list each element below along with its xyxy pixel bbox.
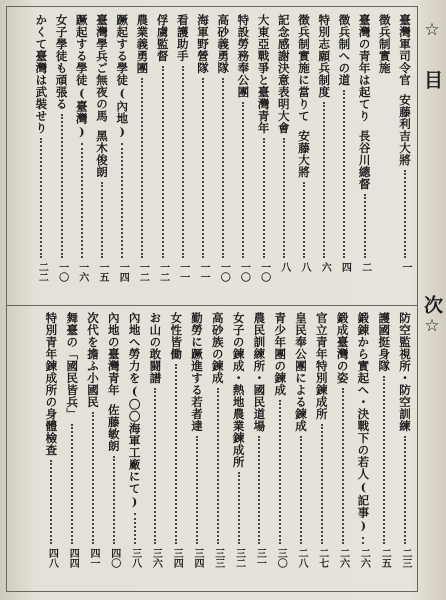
toc-entry-title: お山の敢闘譜 (148, 312, 163, 384)
toc-entry-page-number: 一〇 (258, 262, 270, 282)
toc-entry-title: 防空監視所・防空訓練 (398, 312, 412, 432)
toc-entry-page-number: 八 (299, 262, 310, 272)
toc-entry-page-number: 四八 (46, 548, 58, 568)
leader-dots (175, 364, 189, 544)
leader-dots (121, 143, 135, 258)
star-icon: ☆ (422, 316, 442, 336)
leader-dots (404, 436, 418, 544)
toc-entry[interactable] (95, 14, 109, 178)
leader-dots (383, 376, 397, 544)
leader-dots (283, 138, 297, 258)
toc-entry[interactable] (86, 312, 100, 408)
toc-entry-title: 海軍野營隊 (196, 14, 210, 74)
toc-entry-title: 徴兵制への道 (337, 14, 352, 86)
toc-entry-page-number: 三四 (192, 548, 203, 568)
toc-entry-page-number: 二 (359, 262, 371, 272)
toc-entry[interactable] (377, 312, 391, 372)
toc-entry[interactable] (356, 312, 370, 533)
toc-entry[interactable] (236, 14, 250, 98)
toc-entry[interactable] (65, 312, 79, 420)
leader-dots (263, 138, 277, 258)
toc-entry-page-number: 二六 (358, 548, 370, 568)
toc-entry-page-number: 一一 (177, 262, 189, 282)
toc-entry-page-number: 三六 (150, 548, 162, 568)
toc-entry[interactable] (128, 312, 142, 509)
toc-entry-title: 女子の鍊成・熱地農業鍊成所 (231, 312, 246, 468)
toc-entry-page-number: 一四 (117, 262, 129, 282)
toc-entry[interactable] (196, 14, 210, 74)
toc-entry-title: 官立青年特別鍊成所 (314, 312, 329, 420)
toc-entry[interactable] (337, 14, 351, 86)
toc-entry-title: 特別青年鍊成所の身體檢査 (44, 312, 59, 456)
toc-entry-page-number: 四 (339, 262, 351, 272)
toc-entry[interactable] (148, 312, 162, 384)
toc-entry-page-number: 八 (278, 262, 290, 272)
toc-entry[interactable] (257, 14, 271, 134)
leader-dots (141, 78, 155, 258)
toc-entry-title: 農民訓練所・國民道場 (252, 312, 267, 432)
leader-dots (364, 194, 378, 258)
leader-dots (113, 456, 127, 544)
toc-entry[interactable] (216, 14, 230, 74)
leader-dots (222, 78, 236, 258)
toc-entry-title: かくて臺灣は武裝せり (34, 14, 49, 134)
toc-entry[interactable] (169, 312, 183, 360)
leader-dots (342, 388, 356, 544)
leader-dots (300, 436, 314, 544)
heading-char: 目 (421, 70, 443, 89)
toc-entry-page-number: 二五 (379, 548, 391, 568)
section-divider (6, 305, 418, 306)
toc-entry-title: 鍛成臺灣の姿 (335, 312, 350, 384)
toc-entry[interactable] (107, 312, 121, 452)
toc-entry-page-number: 一〇 (238, 262, 250, 282)
leader-dots (92, 412, 106, 544)
toc-entry[interactable] (398, 14, 412, 166)
toc-entry[interactable] (378, 14, 392, 74)
toc-entry[interactable] (232, 312, 246, 468)
leader-dots (134, 513, 148, 544)
toc-entry-title: 女子學徒も頑張る (54, 14, 69, 110)
toc-entry-author: 佐藤敏朗 (106, 404, 121, 452)
leader-dots (196, 436, 210, 544)
heading-char: 次 (421, 295, 443, 314)
toc-entry-page-number: 二二 (36, 262, 48, 282)
toc-entry-author: 安藤大將 (297, 130, 311, 178)
toc-entry[interactable] (358, 14, 372, 190)
toc-entry-title: 舞臺の「國民皆兵」 (65, 312, 80, 420)
toc-entry-title: 高砂義勇隊 (216, 14, 231, 74)
toc-entry-title: 蹶起する學徒(臺灣) (74, 14, 89, 139)
toc-entry-page-number: 一二 (137, 262, 149, 282)
leader-dots (279, 400, 293, 544)
toc-entry-page-number: 二七 (316, 548, 328, 568)
toc-entry-title: 臺灣軍司令官 (398, 14, 412, 86)
toc-entry-title: 青少年團の鍊成 (273, 312, 288, 396)
leader-dots (303, 182, 317, 258)
toc-entry-page-number: 四一 (88, 548, 99, 568)
leader-dots (343, 90, 357, 258)
toc-entry[interactable] (273, 312, 287, 396)
leader-dots (61, 114, 75, 258)
toc-entry-title: 看護助手 (175, 14, 190, 62)
toc-entry[interactable] (55, 14, 69, 110)
toc-entry[interactable] (211, 312, 225, 384)
toc-entry-page-number: 一五 (97, 262, 108, 282)
toc-entry-page-number: 三一 (254, 548, 266, 568)
toc-entry-page-number: 三四 (171, 548, 183, 568)
toc-entry-page-number: 二六 (337, 548, 349, 568)
toc-entry[interactable] (398, 312, 412, 432)
leader-dots (101, 182, 115, 258)
toc-entry-title: 臺灣の青年は起てり (357, 14, 372, 122)
toc-entry[interactable] (115, 14, 129, 139)
toc-entry-title: 農業義勇團 (135, 14, 150, 74)
toc-entry[interactable] (297, 14, 311, 178)
leader-dots (258, 436, 272, 544)
toc-entry[interactable] (317, 14, 331, 98)
toc-entry-page-number: 四四 (67, 548, 79, 568)
toc-entry[interactable] (252, 312, 266, 432)
toc-entry-title: 徴兵制實施 (377, 14, 392, 74)
toc-entry-title: 內地の臺灣青年 (106, 312, 121, 396)
toc-entry[interactable] (336, 312, 350, 384)
toc-entry-title: 記念感謝決意表明大會 (276, 14, 291, 134)
leader-dots (238, 472, 252, 544)
toc-entry-title: 高砂族の鍊成 (210, 312, 225, 384)
leader-dots (323, 102, 337, 258)
toc-entry-page-number: 一〇 (218, 262, 230, 282)
leader-dots (81, 143, 95, 258)
toc-entry-title: 徴兵制實施に當りて (297, 14, 311, 122)
toc-entry[interactable] (315, 312, 329, 420)
toc-entry[interactable] (176, 14, 190, 62)
leader-dots (50, 460, 64, 544)
toc-entry-title: 鍛錬から實起へ・決戰下の若人(記事) (356, 312, 371, 533)
leader-dots (202, 78, 216, 258)
toc-entry-title: 次代を擔ふ小國民 (86, 312, 100, 408)
leader-dots (71, 424, 85, 544)
toc-entry-title: 皇民奉公團による鍊成 (294, 312, 308, 432)
toc-entry-page-number: 三八 (129, 548, 141, 568)
toc-entry-page-number: 三二 (233, 548, 245, 568)
toc-entry[interactable] (294, 312, 308, 432)
toc-entry-title: 俘虜監督 (155, 14, 170, 62)
toc-entry-author: 安藤利吉大將 (398, 94, 412, 166)
toc-entry-title: 臺灣學兵ご無夜の馬 (95, 14, 109, 122)
leader-dots (242, 102, 256, 258)
leader-dots (154, 388, 168, 544)
toc-entry-page-number: 一二 (157, 262, 169, 282)
toc-heading (418, 20, 446, 590)
toc-entry[interactable] (44, 312, 58, 456)
toc-entry-page-number: 四〇 (108, 548, 120, 568)
toc-entry-author: 黑木俊朗 (95, 130, 109, 178)
toc-entry-page-number: 一一 (198, 262, 209, 282)
toc-entry-title: 女性皆働 (169, 312, 184, 360)
leader-dots (362, 537, 376, 544)
toc-entry[interactable] (190, 312, 204, 432)
toc-entry[interactable] (75, 14, 89, 139)
toc-entry-title: 護國挺身隊 (377, 312, 392, 372)
toc-entry-page-number: 三三 (212, 548, 224, 568)
toc-entry-title: 特別志願兵制度 (317, 14, 332, 98)
toc-entry-title: 大東亞戰爭と臺灣青年 (256, 14, 271, 134)
toc-entry-page-number: 一 (400, 262, 411, 272)
toc-entry-title: 內地へ勞力を(〇〇海軍工廠にて) (127, 312, 142, 509)
toc-entry-title: 特設勞務奉公團 (236, 14, 251, 98)
toc-entry[interactable] (156, 14, 170, 62)
toc-entry-page-number: 二八 (296, 548, 307, 568)
toc-entry-title: 勤勞に蹶進する若者達 (190, 312, 204, 432)
toc-entry-page-number: 二三 (400, 548, 411, 568)
toc-entry[interactable] (135, 14, 149, 74)
toc-entry-page-number: 六 (319, 262, 331, 272)
toc-entry-page-number: 三〇 (275, 548, 287, 568)
star-icon: ☆ (422, 20, 442, 40)
leader-dots (217, 388, 231, 544)
leader-dots (40, 138, 54, 258)
leader-dots (182, 66, 196, 258)
toc-entry[interactable] (34, 14, 48, 134)
leader-dots (162, 66, 176, 258)
toc-entry-title: 蹶起する學徒(內地) (115, 14, 130, 139)
toc-entry-page-number: 一六 (76, 262, 88, 282)
toc-entry-page-number: 一〇 (56, 262, 68, 282)
leader-dots (321, 424, 335, 544)
toc-entry[interactable] (277, 14, 291, 134)
toc-entry-author: 長谷川總督 (357, 130, 372, 190)
leader-dots (404, 170, 418, 258)
